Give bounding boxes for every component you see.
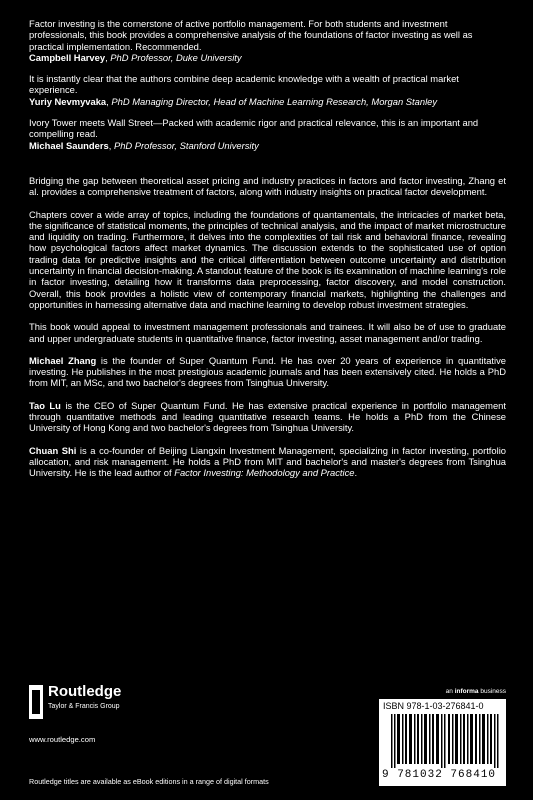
author-name: Tao Lu: [29, 399, 61, 411]
barcode-digits: 9 781032 768410: [382, 769, 497, 781]
routledge-logo-icon: [29, 685, 43, 719]
endorser-name: Michael Saunders: [29, 139, 109, 151]
footer: [29, 683, 506, 793]
author-bio-text: is the founder of Super Quantum Fund. He has over 20 years of experience in quantitative investing. He publishes in the most prestigious academic journals and has been extensively cited. He holds a PhD from MIT, an MSc, and two bachelor's degrees from Tsinghua University.: [29, 354, 506, 389]
author-bio-text: is the CEO of Super Quantum Fund. He has extensive practical experience in portfolio management through quantitative methods and leading quantitative research teams. He holds a PhD from the Chinese University of Hong Kong and two bachelor's degrees from Tsinghua University.: [29, 399, 506, 434]
endorser-name: Yuriy Nevmyvaka: [29, 95, 107, 107]
endorser: Campbell Harvey, PhD Professor, Duke University: [29, 51, 242, 63]
endorser: Michael Saunders, PhD Professor, Stanford University: [29, 139, 259, 151]
isbn: ISBN 978-1-03-276841-0: [383, 701, 484, 711]
author-bio-text: is a co-founder of Beijing Liangxin Investment Management, specializing in factor investing, portfolio allocation, and risk management. He holds a PhD from MIT and bachelor's and master's degrees from Tsinghua University. He is the lead author of: [29, 444, 506, 479]
cover-text: [29, 18, 506, 490]
book-title: Factor Investing: Methodology and Practice: [174, 467, 355, 479]
endorsement: [29, 73, 506, 107]
informa-tag-brand: informa: [454, 688, 479, 695]
informa-tag-prefix: an: [445, 688, 455, 695]
barcode-icon: [391, 714, 499, 768]
barcode: [379, 699, 506, 786]
description-paragraph: This book would appeal to investment management professionals and trainees. It will also be of use to graduate and upper undergraduate students in quantitative finance, factor investing, asset management and/or trading.: [29, 321, 506, 344]
author-bio: [29, 355, 506, 389]
author-name: Chuan Shi: [29, 444, 77, 456]
endorsement: [29, 18, 506, 63]
endorsement-quote: Factor investing is the cornerstone of active portfolio management. For both students and investment professionals, this book provides a comprehensive analysis of the foundations of factor investing as well as practical implementation. Recommended.: [29, 18, 473, 52]
endorser: Yuriy Nevmyvaka, PhD Managing Director, Head of Machine Learning Research, Morgan Stanley: [29, 95, 438, 107]
endorser-affiliation: PhD Managing Director, Head of Machine Learning Research, Morgan Stanley: [111, 95, 438, 107]
ebook-note: Routledge titles are available as eBook editions in a range of digital formats: [29, 777, 269, 786]
endorser-affiliation: PhD Professor, Duke University: [110, 51, 242, 63]
description-paragraph: Bridging the gap between theoretical asset pricing and industry practices in factors and factor investing, Zhang et al. provides a comprehensive treatment of factors, along with industry insights on practical factor development.: [29, 174, 506, 198]
description-paragraph: Chapters cover a wide array of topics, including the foundations of quantamentals, the intricacies of market beta, the significance of statistical moments, the principles of technical analysis, and the impact of market microstructure and liquidity on trading. Furthermore, it delves into the complexities of tail risk and behavioral finance, revealing how psychological factors affect market dynamics. The discussion extends to the sophisticated use of option trading data for predictive insights and the critical differentiation between outcome uncertainty and distribution uncertainty in financial decision-making. A standout feature of the book is its examination of machine learning's role in factor investing, detailing how it transforms data preprocessing, factor discovery, and model construction. Overall, this book provides a holistic view of contemporary financial markets, highlighting the challenges and opportunities in harnessing alternative data and machine learning to develop robust investment strategies.: [29, 208, 506, 310]
publisher-logo: [29, 683, 122, 723]
endorsement-quote: It is instantly clear that the authors combine deep academic knowledge with a wealth of practical market experience.: [29, 73, 459, 96]
endorsement: [29, 117, 506, 151]
informa-tag: [446, 688, 506, 695]
publisher-website[interactable]: www.routledge.com: [29, 735, 96, 744]
author-bio-end: .: [354, 467, 358, 479]
endorsement-quote: Ivory Tower meets Wall Street—Packed with academic rigor and practical relevance, this is an important and compelling read.: [29, 117, 479, 140]
endorser-affiliation: PhD Professor, Stanford University: [113, 139, 259, 151]
author-bio: [29, 400, 506, 434]
publisher-name: Routledge: [48, 683, 122, 700]
author-name: Michael Zhang: [29, 354, 97, 366]
author-bio: [29, 445, 506, 479]
endorser-name: Campbell Harvey: [29, 51, 106, 63]
informa-tag-suffix: business: [478, 688, 506, 695]
publisher-group: Taylor & Francis Group: [48, 703, 120, 710]
